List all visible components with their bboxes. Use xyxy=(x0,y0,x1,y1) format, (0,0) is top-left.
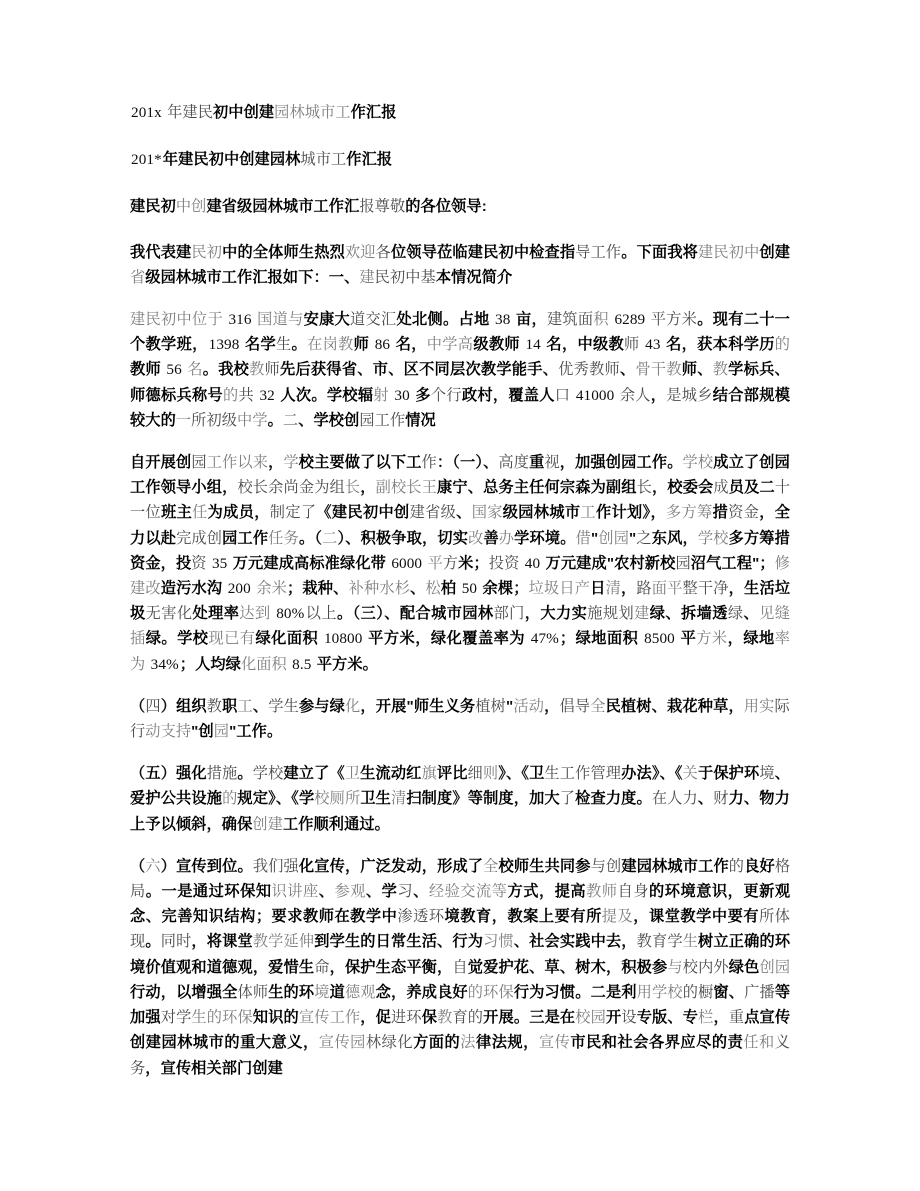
paragraph-greening-work: 自开展创园工作以来，学校主要做了以下工作：（一）、高度重视，加强创园工作。学校成立了创园工作领导小组，校长余尚金为组长，副校长王康宁、总务主任何宗森为副组长，校委会成员及二十一位班主任为成员，制定了《建民初中创建省级、国家级园林城市工作计划》，多方筹措资金，全力以赴完成创园工作任务。（二）、积极争取，切实改善办学环境。借"创园"之东风，学校多方筹措资金，投资 35 万元建成高标准绿化带 6000 平方米；投资 40 万元建成"农村新校园沼气工程"；修建改造污水沟 200 余米；栽种、补种水杉、松柏 50 余棵；垃圾日产日清，路面平整干净，生活垃圾无害化处理率达到 80%以上。（三）、配合城市园林部门，大力实施规划建绿、拆墙透绿、见缝插绿。学校现已有绿化面积 10800 平方米，绿化覆盖率为 47%；绿地面积 8500 平方米，绿地率为 34%；人均绿化面积 8.5 平方米。 xyxy=(130,454,791,673)
paragraph-welcome: 我代表建民初中的全体师生热烈欢迎各位领导莅临建民初中检查指导工作。下面我将建民初中创建省级园林城市工作汇报如下：一、建民初中基本情况简介 xyxy=(130,243,791,286)
document-title: 201x 年建民初中创建园林城市工作汇报 xyxy=(131,104,397,121)
paragraph-item-six: （六）宣传到位。我们强化宣传，广泛发动，形成了全校师生共同参与创建园林城市工作的良好格局。一是通过环保知识讲座、参观、学习、经验交流等方式，提高教师自身的环境意识，更新观念、完善知识结构；要求教师在教学中渗透环境教育，教案上要有所提及，课堂教学中要有所体现。同时，将课堂教学延伸到学生的日常生活、行为习惯、社会实践中去，教育学生树立正确的环境价值观和道德观，爱惜生命，保护生态平衡，自觉爱护花、草、树木，积极参与校内外绿色创园行动，以增强全体师生的环境道德观念，养成良好的环保行为习惯。二是利用学校的橱窗、广播等加强对学生的环保知识的宣传工作，促进环保教育的开展。三是在校园开设专版、专栏，重点宣传创建园林城市的重大意义，宣传园林绿化方面的法律法规，宣传市民和社会各界应尽的责任和义务，宣传相关部门创建 xyxy=(130,857,791,1077)
document-body xyxy=(130,100,790,1081)
document-salutation: 建民初中创建省级园林城市工作汇报尊敬的各位领导: xyxy=(130,198,487,216)
paragraph-item-four: （四）组织教职工、学生参与绿化，开展"师生义务植树"活动，倡导全民植树、栽花种草，用实际行动支持"创园"工作。 xyxy=(130,697,790,741)
paragraph-item-five: （五）强化措施。学校建立了《卫生流动红旗评比细则》、《卫生工作管理办法》、《关于保护环境、爱护公共设施的规定》、《学校厕所卫生清扫制度》等制度，加大了检查力度。在人力、财力、物力上予以倾斜，确保创建工作顺利通过。 xyxy=(130,765,790,833)
paragraph-school-basics: 建民初中位于 316 国道与安康大道交汇处北侧。占地 38 亩，建筑面积 6289 平方米。现有二十一个教学班，1398 名学生。在岗教师 86 名，中学高级教师 14 名，中级教师 43 名，获本科学历的教师 56 名。我校教师先后获得省、市、区不同层次教学能手、优秀教师、骨干教师、教学标兵、师德标兵称号的共 32 人次。学校辐射 30 多个行政村，覆盖人口 41000 余人，是城乡结合部规模较大的一所初级中学。二、学校创园工作情况 xyxy=(130,311,791,429)
document-subtitle: 201*年建民初中创建园林城市工作汇报 xyxy=(131,151,393,169)
